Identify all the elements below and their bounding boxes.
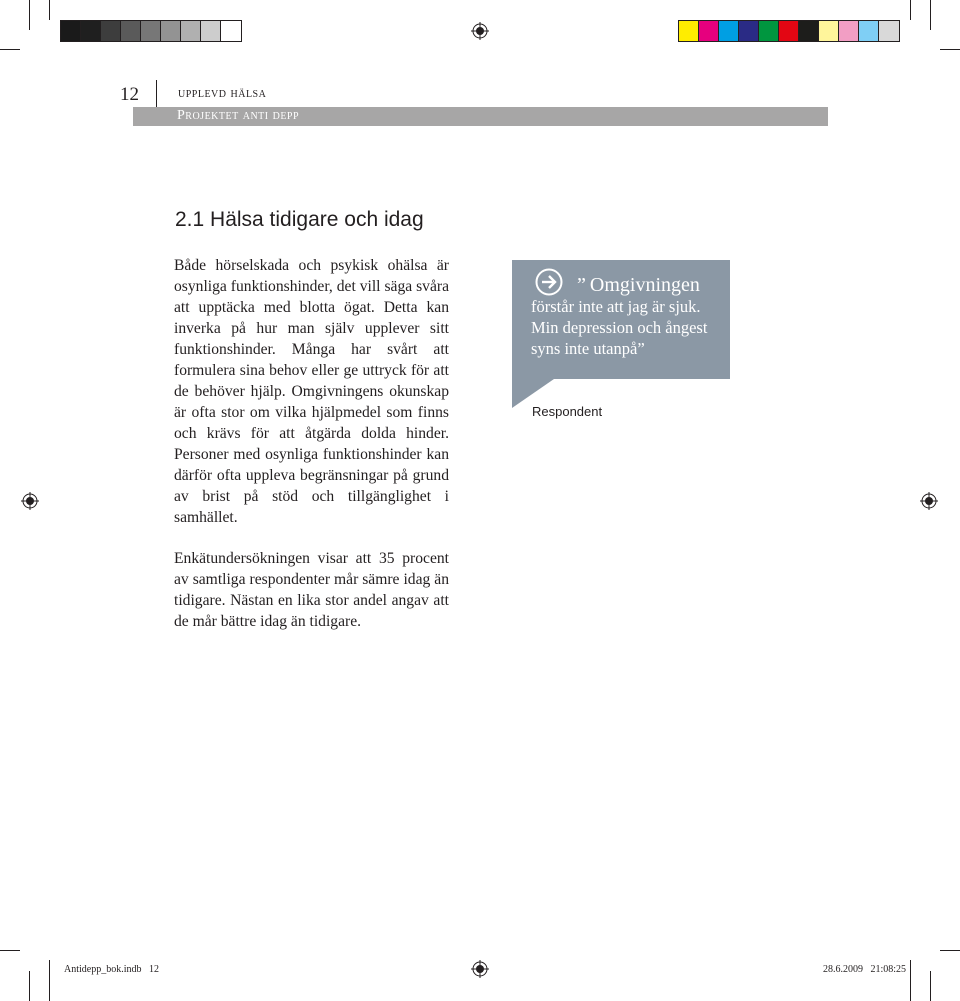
section-band-label: Projektet anti depp (177, 108, 300, 123)
color-swatch (221, 21, 241, 41)
color-swatch (779, 21, 799, 41)
crop-mark (29, 0, 30, 30)
color-swatch (859, 21, 879, 41)
crop-mark (29, 971, 30, 1001)
color-swatch (799, 21, 819, 41)
color-swatch (759, 21, 779, 41)
color-swatch (81, 21, 101, 41)
crop-mark (940, 49, 960, 50)
color-swatch (699, 21, 719, 41)
section-title: 2.1 Hälsa tidigare och idag (175, 208, 424, 231)
crop-mark (0, 49, 20, 50)
color-swatch (719, 21, 739, 41)
color-swatch (679, 21, 699, 41)
registration-mark-icon (471, 22, 489, 40)
running-head: upplevd hälsa (178, 86, 267, 101)
footer-timestamp: 28.6.2009 21:08:25 (823, 964, 907, 975)
quote-open-mark: ” (577, 274, 586, 296)
registration-mark-icon (920, 492, 938, 510)
color-swatch (181, 21, 201, 41)
color-swatch (201, 21, 221, 41)
color-swatch (141, 21, 161, 41)
crop-mark (49, 960, 50, 1001)
footer-file-slug: Antidepp_bok.indb 12 (64, 964, 159, 975)
crop-mark (930, 971, 931, 1001)
color-swatch (101, 21, 121, 41)
color-swatch (61, 21, 81, 41)
color-swatch (739, 21, 759, 41)
greyscale-color-bar (60, 20, 242, 42)
quote-body: förstår inte att jag är sjuk. Min depression och ångest syns inte utanpå” (531, 297, 708, 358)
crop-mark (49, 0, 50, 20)
section-band (133, 107, 828, 126)
quote-lead: Omgivningen (589, 274, 700, 296)
crop-mark (910, 0, 911, 20)
color-swatch (121, 21, 141, 41)
color-swatch (839, 21, 859, 41)
body-paragraph: Både hörselskada och psykisk ohälsa är osynliga funktionshinder, det vill säga svåra att upptäcka med blotta ögat. Detta kan inverka på hur man själv upplever sitt funktionshinder. Många har svårt att formulera sina behov eller ge uttryck för att de behöver hjälp. Omgivningens okunskap är ofta stor om vilka hjälpmedel som finns och krävs för att åtgärda dolda hinder. Personer med osynliga funktionshinder kan därför ofta uppleva begränsningar på grund av brist på stöd och tillgänglighet i samhället. (174, 257, 449, 526)
registration-mark-icon (471, 960, 489, 978)
quote-text (531, 275, 726, 359)
crop-mark (0, 950, 20, 951)
registration-mark-icon (21, 492, 39, 510)
page-number: 12 (120, 84, 139, 105)
crop-mark (910, 960, 911, 1001)
process-color-bar (678, 20, 900, 42)
color-swatch (879, 21, 899, 41)
color-swatch (161, 21, 181, 41)
quote-author: Respondent (532, 404, 603, 419)
color-swatch (819, 21, 839, 41)
crop-mark (940, 950, 960, 951)
crop-mark (930, 0, 931, 30)
body-paragraph: Enkätundersökningen visar att 35 procent av samtliga respondenter mår sämre idag än tidigare. Nästan en lika stor andel angav att de mår bättre idag än tidigare. (174, 550, 449, 630)
